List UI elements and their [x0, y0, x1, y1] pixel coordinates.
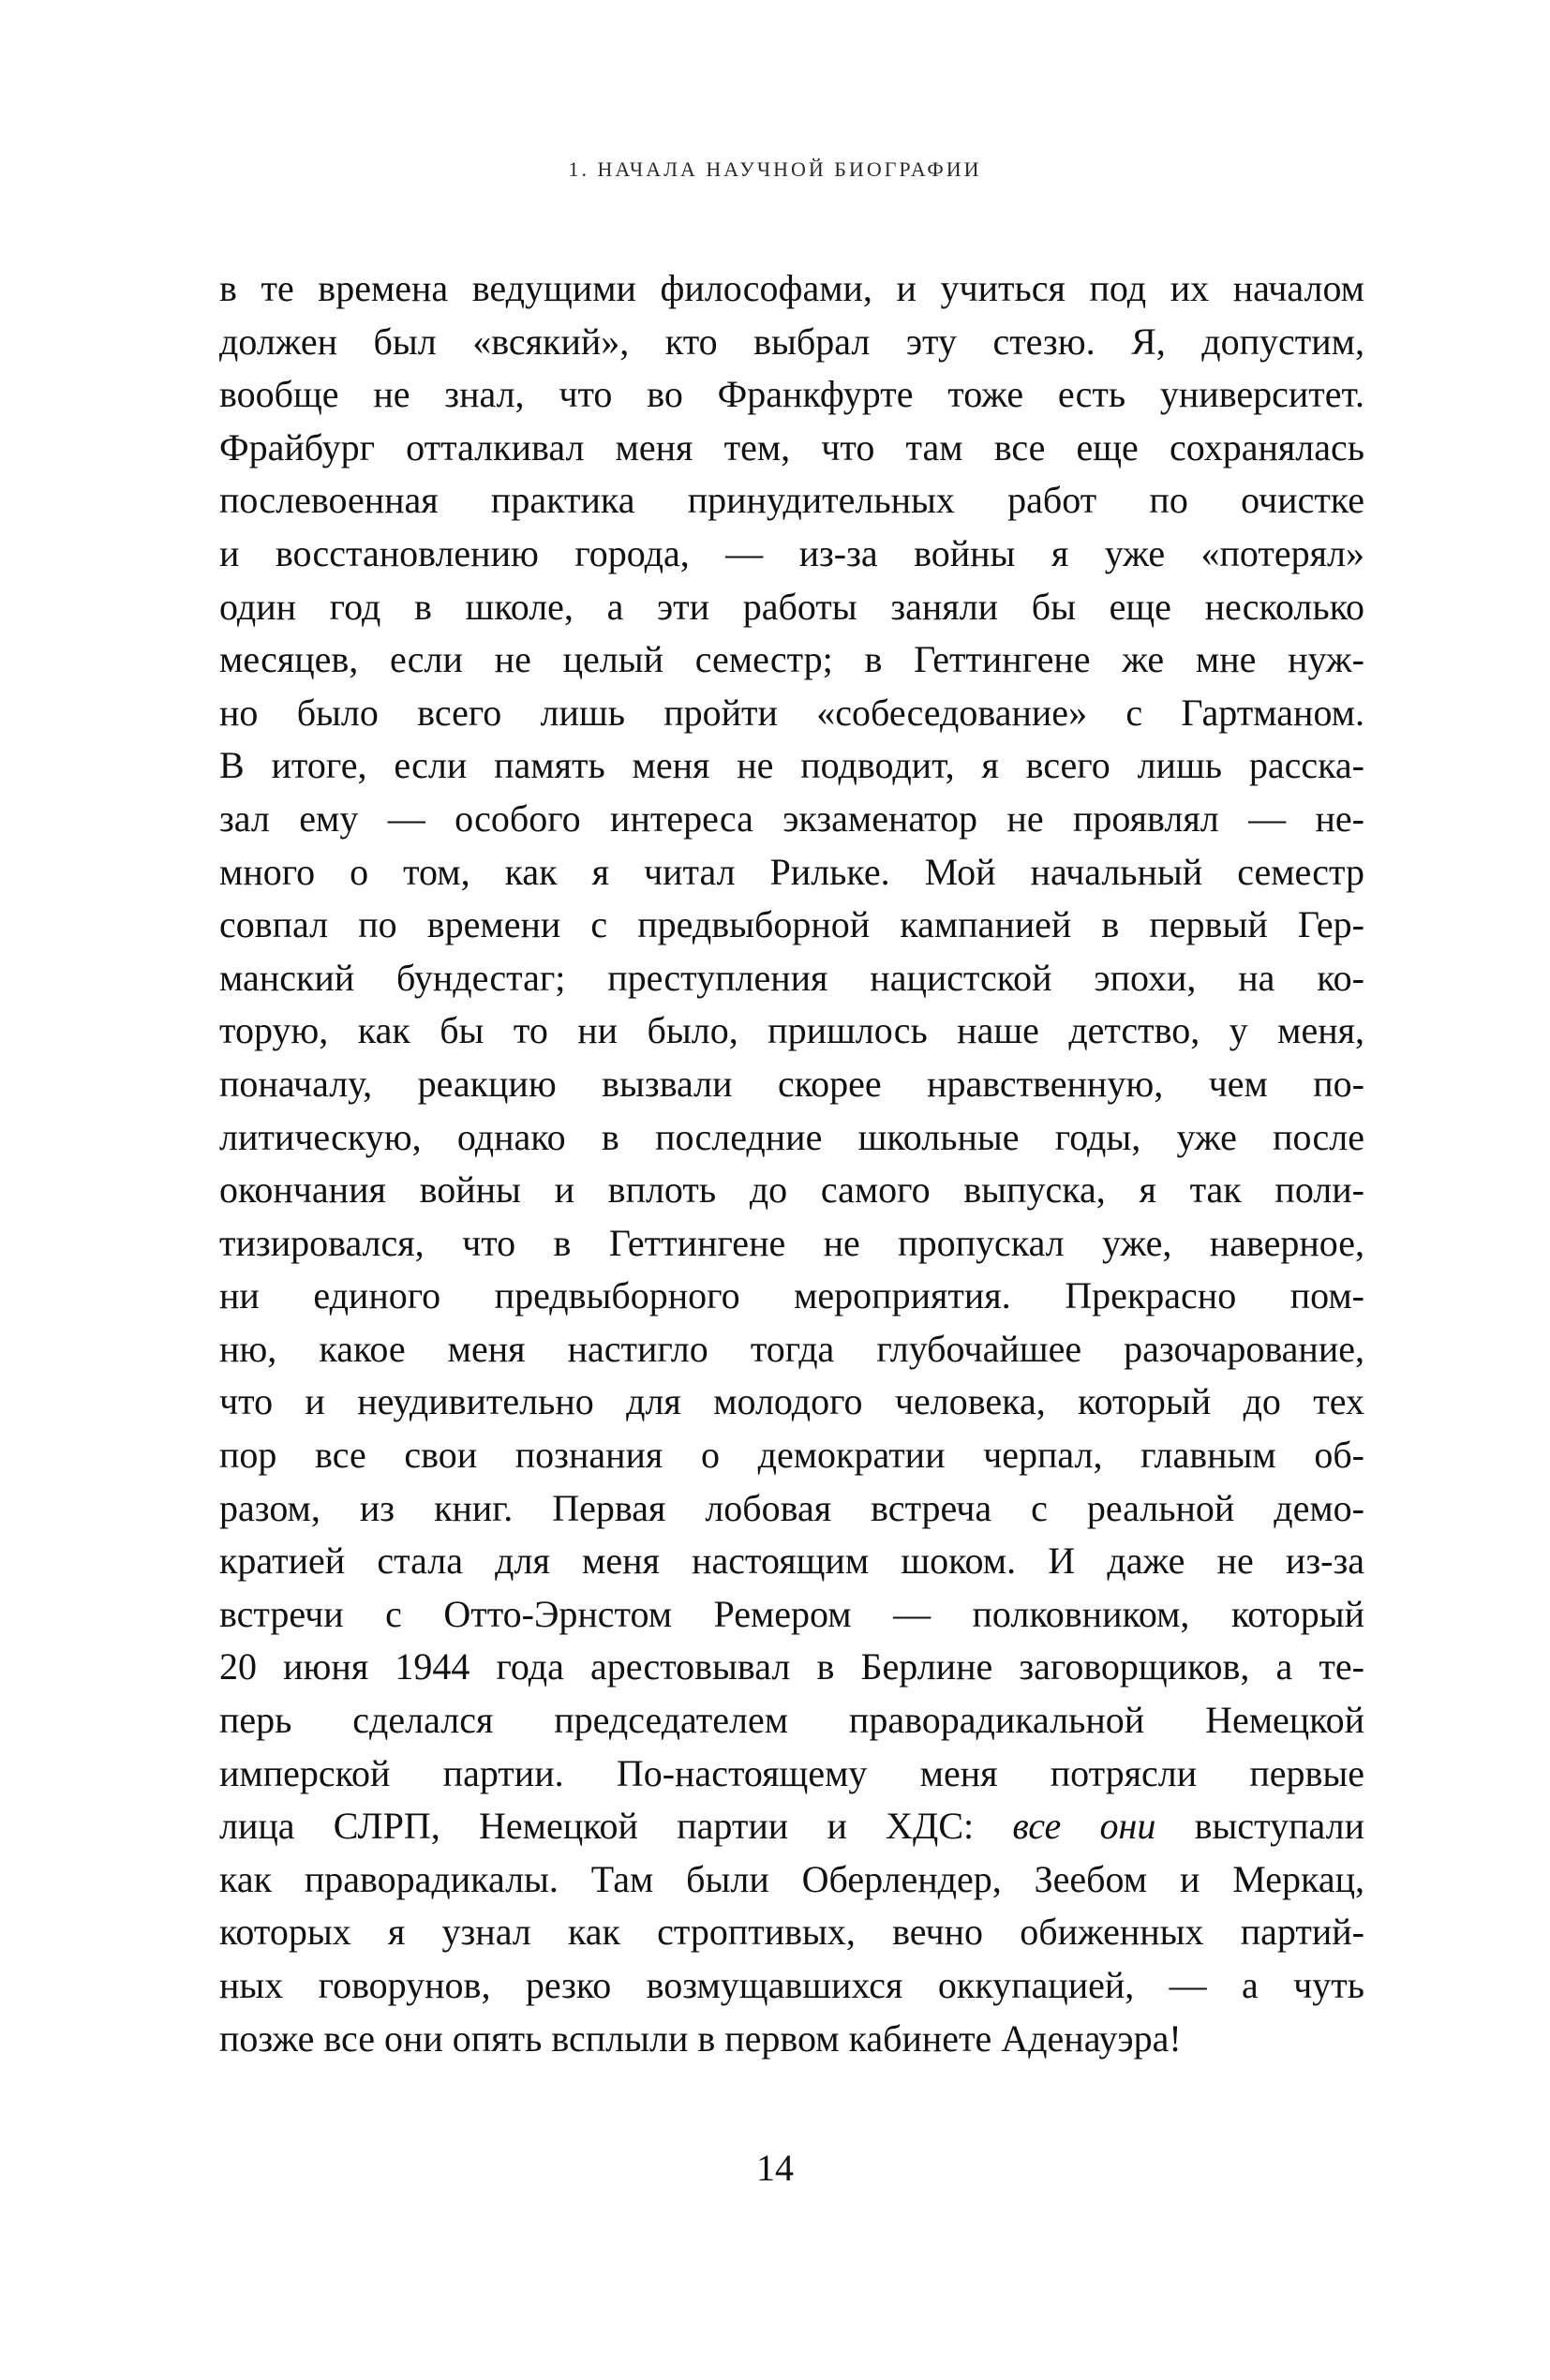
- text-line: торую, как бы то ни было, пришлось наше детство, у меня,: [219, 1009, 1364, 1052]
- text-line: вообще не знал, что во Франкфурте тоже есть университет.: [219, 373, 1364, 416]
- text-line: пор все свои познания о демократии черпал, главным об-: [219, 1434, 1364, 1477]
- text-line: как праворадикалы. Там были Оберлендер, Зеебом и Меркац,: [219, 1857, 1364, 1900]
- text-line: в те времена ведущими философами, и учиться под их началом: [219, 267, 1364, 309]
- italic-emphasis: все они: [1012, 1805, 1156, 1848]
- text-line: разом, из книг. Первая лобовая встреча с реальной демо-: [219, 1486, 1364, 1529]
- text-segment: выступали: [1155, 1805, 1364, 1848]
- text-line: и восстановлению города, — из-за войны я уже «потерял»: [219, 531, 1364, 574]
- text-line: позже все они опять всплыли в первом кабинете Аденауэра!: [219, 2016, 1182, 2060]
- text-line: 20 июня 1944 года арестовывал в Берлине заговорщиков, а те-: [219, 1645, 1364, 1688]
- text-line: Фрайбург отталкивал меня тем, что там все еще сохранялась: [219, 425, 1364, 469]
- text-line: встречи с Отто-Эрнстом Ремером — полковником, который: [219, 1592, 1364, 1635]
- text-line: зал ему — особого интереса экзаменатор не проявлял — не-: [219, 796, 1364, 840]
- text-line: тизировался, что в Геттингене не пропускал уже, наверное,: [219, 1221, 1364, 1264]
- text-line: совпал по времени с предвыборной кампанией в первый Гер-: [219, 903, 1364, 946]
- text-line: что и неудивительно для молодого человека, который до тех: [219, 1380, 1364, 1423]
- text-line: окончания войны и вплоть до самого выпуска, я так поли-: [219, 1168, 1364, 1212]
- text-line: ню, какое меня настигло тогда глубочайшее разочарование,: [219, 1327, 1364, 1370]
- text-line: ни единого предвыборного мероприятия. Прекрасно пом-: [219, 1274, 1364, 1317]
- text-line: поначалу, реакцию вызвали скорее нравственную, чем по-: [219, 1062, 1364, 1105]
- text-line: перь сделался председателем праворадикальной Немецкой: [219, 1699, 1364, 1742]
- text-line: один год в школе, а эти работы заняли бы еще несколько: [219, 585, 1364, 628]
- text-segment: лица СЛРП, Немецкой партии и ХДС:: [219, 1805, 1013, 1848]
- running-head: 1. НАЧАЛА НАУЧНОЙ БИОГРАФИИ: [568, 157, 982, 181]
- page-number: 14: [756, 2147, 794, 2189]
- text-line: В итоге, если память меня не подводит, я всего лишь расска-: [219, 744, 1364, 787]
- text-line: месяцев, если не целый семестр; в Геттингене же мне нуж-: [219, 638, 1364, 681]
- text-line: кратией стала для меня настоящим шоком. И даже не из-за: [219, 1540, 1364, 1583]
- text-line-with-italic: [219, 1800, 1364, 1853]
- text-line: которых я узнал как строптивых, вечно обиженных партий-: [219, 1911, 1364, 1954]
- text-line: манский бундестаг; преступления нацистской эпохи, на ко-: [219, 956, 1364, 999]
- text-line: литическую, однако в последние школьные годы, уже после: [219, 1115, 1364, 1158]
- text-line: но было всего лишь пройти «собеседование» с Гартманом.: [219, 691, 1364, 734]
- text-line: послевоенная практика принудительных работ по очистке: [219, 479, 1364, 522]
- text-line: ных говорунов, резко возмущавшихся оккупацией, — а чуть: [219, 1964, 1364, 2006]
- body-text: [219, 262, 1364, 2065]
- text-line: много о том, как я читал Рильке. Мой начальный семестр: [219, 850, 1364, 893]
- text-line: имперской партии. По-настоящему меня потрясли первые: [219, 1751, 1364, 1794]
- text-line: должен был «всякий», кто выбрал эту стезю. Я, допустим,: [219, 320, 1364, 363]
